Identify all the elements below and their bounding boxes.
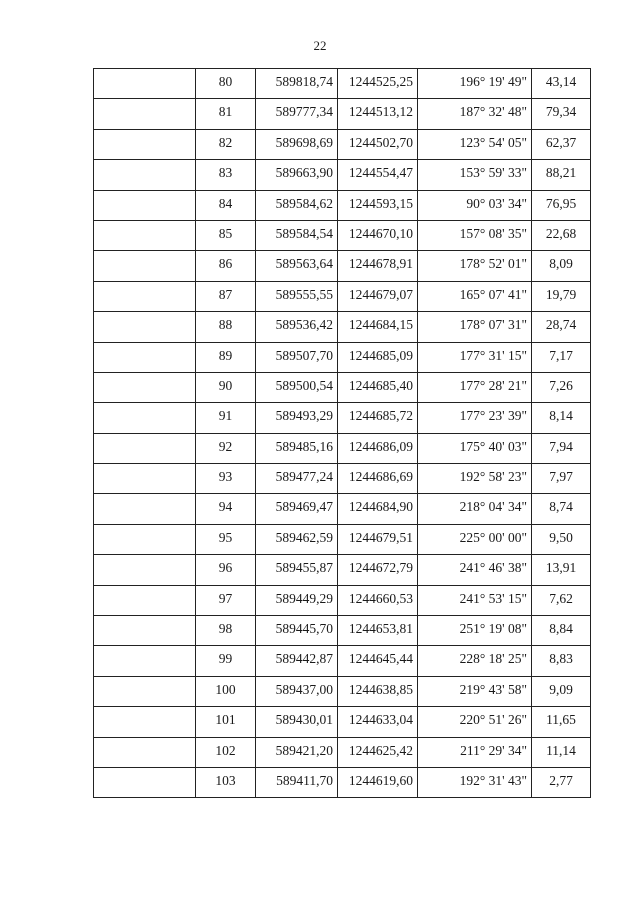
direction-angle-cell: 178° 52' 01" [418, 251, 532, 281]
point-number-cell: 88 [196, 312, 256, 342]
direction-angle-cell: 177° 23' 39" [418, 403, 532, 433]
table-row [94, 494, 591, 524]
coordinates-table [93, 68, 591, 798]
point-number-cell: 86 [196, 251, 256, 281]
y-coordinate-cell: 1244685,72 [338, 403, 418, 433]
blank-cell [94, 372, 196, 402]
blank-cell [94, 69, 196, 99]
y-coordinate-cell: 1244686,69 [338, 464, 418, 494]
direction-angle-cell: 123° 54' 05" [418, 129, 532, 159]
y-coordinate-cell: 1244513,12 [338, 99, 418, 129]
blank-cell [94, 737, 196, 767]
x-coordinate-cell: 589449,29 [256, 585, 338, 615]
y-coordinate-cell: 1244672,79 [338, 555, 418, 585]
blank-cell [94, 220, 196, 250]
point-number-cell: 96 [196, 555, 256, 585]
direction-angle-cell: 178° 07' 31" [418, 312, 532, 342]
blank-cell [94, 707, 196, 737]
length-cell: 8,14 [532, 403, 591, 433]
table-row [94, 676, 591, 706]
y-coordinate-cell: 1244625,42 [338, 737, 418, 767]
blank-cell [94, 281, 196, 311]
y-coordinate-cell: 1244684,15 [338, 312, 418, 342]
x-coordinate-cell: 589455,87 [256, 555, 338, 585]
y-coordinate-cell: 1244679,51 [338, 524, 418, 554]
table-row [94, 251, 591, 281]
table-row [94, 281, 591, 311]
x-coordinate-cell: 589430,01 [256, 707, 338, 737]
point-number-cell: 85 [196, 220, 256, 250]
blank-cell [94, 433, 196, 463]
direction-angle-cell: 196° 19' 49" [418, 69, 532, 99]
length-cell: 8,84 [532, 616, 591, 646]
direction-angle-cell: 187° 32' 48" [418, 99, 532, 129]
length-cell: 19,79 [532, 281, 591, 311]
direction-angle-cell: 225° 00' 00" [418, 524, 532, 554]
blank-cell [94, 160, 196, 190]
point-number-cell: 99 [196, 646, 256, 676]
table-row [94, 99, 591, 129]
direction-angle-cell: 228° 18' 25" [418, 646, 532, 676]
length-cell: 7,26 [532, 372, 591, 402]
table-row [94, 160, 591, 190]
coordinates-table-body [94, 69, 591, 798]
direction-angle-cell: 251° 19' 08" [418, 616, 532, 646]
point-number-cell: 101 [196, 707, 256, 737]
length-cell: 7,94 [532, 433, 591, 463]
blank-cell [94, 585, 196, 615]
x-coordinate-cell: 589493,29 [256, 403, 338, 433]
point-number-cell: 98 [196, 616, 256, 646]
point-number-cell: 81 [196, 99, 256, 129]
point-number-cell: 95 [196, 524, 256, 554]
page-number: 22 [313, 38, 327, 53]
direction-angle-cell: 177° 31' 15" [418, 342, 532, 372]
direction-angle-cell: 211° 29' 34" [418, 737, 532, 767]
point-number-cell: 103 [196, 767, 256, 797]
y-coordinate-cell: 1244678,91 [338, 251, 418, 281]
direction-angle-cell: 165° 07' 41" [418, 281, 532, 311]
length-cell: 7,17 [532, 342, 591, 372]
table-row [94, 190, 591, 220]
point-number-cell: 89 [196, 342, 256, 372]
point-number-cell: 97 [196, 585, 256, 615]
point-number-cell: 90 [196, 372, 256, 402]
length-cell: 8,74 [532, 494, 591, 524]
direction-angle-cell: 241° 53' 15" [418, 585, 532, 615]
x-coordinate-cell: 589584,62 [256, 190, 338, 220]
length-cell: 9,50 [532, 524, 591, 554]
x-coordinate-cell: 589584,54 [256, 220, 338, 250]
x-coordinate-cell: 589698,69 [256, 129, 338, 159]
x-coordinate-cell: 589445,70 [256, 616, 338, 646]
blank-cell [94, 129, 196, 159]
point-number-cell: 100 [196, 676, 256, 706]
length-cell: 13,91 [532, 555, 591, 585]
length-cell: 9,09 [532, 676, 591, 706]
length-cell: 88,21 [532, 160, 591, 190]
y-coordinate-cell: 1244593,15 [338, 190, 418, 220]
table-row [94, 585, 591, 615]
y-coordinate-cell: 1244660,53 [338, 585, 418, 615]
direction-angle-cell: 175° 40' 03" [418, 433, 532, 463]
point-number-cell: 87 [196, 281, 256, 311]
length-cell: 22,68 [532, 220, 591, 250]
blank-cell [94, 616, 196, 646]
point-number-cell: 84 [196, 190, 256, 220]
blank-cell [94, 251, 196, 281]
length-cell: 11,65 [532, 707, 591, 737]
table-row [94, 403, 591, 433]
y-coordinate-cell: 1244684,90 [338, 494, 418, 524]
x-coordinate-cell: 589469,47 [256, 494, 338, 524]
direction-angle-cell: 192° 58' 23" [418, 464, 532, 494]
y-coordinate-cell: 1244502,70 [338, 129, 418, 159]
table-row [94, 433, 591, 463]
x-coordinate-cell: 589777,34 [256, 99, 338, 129]
x-coordinate-cell: 589500,54 [256, 372, 338, 402]
table-row [94, 129, 591, 159]
direction-angle-cell: 192° 31' 43" [418, 767, 532, 797]
y-coordinate-cell: 1244670,10 [338, 220, 418, 250]
x-coordinate-cell: 589555,55 [256, 281, 338, 311]
length-cell: 28,74 [532, 312, 591, 342]
direction-angle-cell: 157° 08' 35" [418, 220, 532, 250]
blank-cell [94, 676, 196, 706]
length-cell: 43,14 [532, 69, 591, 99]
y-coordinate-cell: 1244686,09 [338, 433, 418, 463]
blank-cell [94, 403, 196, 433]
length-cell: 7,97 [532, 464, 591, 494]
y-coordinate-cell: 1244633,04 [338, 707, 418, 737]
length-cell: 8,83 [532, 646, 591, 676]
length-cell: 11,14 [532, 737, 591, 767]
direction-angle-cell: 219° 43' 58" [418, 676, 532, 706]
length-cell: 79,34 [532, 99, 591, 129]
table-row [94, 737, 591, 767]
blank-cell [94, 767, 196, 797]
y-coordinate-cell: 1244619,60 [338, 767, 418, 797]
y-coordinate-cell: 1244679,07 [338, 281, 418, 311]
table-row [94, 312, 591, 342]
direction-angle-cell: 241° 46' 38" [418, 555, 532, 585]
length-cell: 76,95 [532, 190, 591, 220]
table-row [94, 464, 591, 494]
y-coordinate-cell: 1244653,81 [338, 616, 418, 646]
x-coordinate-cell: 589462,59 [256, 524, 338, 554]
point-number-cell: 94 [196, 494, 256, 524]
x-coordinate-cell: 589507,70 [256, 342, 338, 372]
x-coordinate-cell: 589477,24 [256, 464, 338, 494]
y-coordinate-cell: 1244685,09 [338, 342, 418, 372]
blank-cell [94, 464, 196, 494]
table-row [94, 372, 591, 402]
table-row [94, 555, 591, 585]
x-coordinate-cell: 589421,20 [256, 737, 338, 767]
table-row [94, 616, 591, 646]
blank-cell [94, 524, 196, 554]
y-coordinate-cell: 1244554,47 [338, 160, 418, 190]
blank-cell [94, 190, 196, 220]
blank-cell [94, 646, 196, 676]
point-number-cell: 83 [196, 160, 256, 190]
direction-angle-cell: 220° 51' 26" [418, 707, 532, 737]
point-number-cell: 102 [196, 737, 256, 767]
length-cell: 62,37 [532, 129, 591, 159]
length-cell: 8,09 [532, 251, 591, 281]
length-cell: 2,77 [532, 767, 591, 797]
point-number-cell: 82 [196, 129, 256, 159]
direction-angle-cell: 218° 04' 34" [418, 494, 532, 524]
blank-cell [94, 342, 196, 372]
x-coordinate-cell: 589411,70 [256, 767, 338, 797]
blank-cell [94, 99, 196, 129]
direction-angle-cell: 90° 03' 34" [418, 190, 532, 220]
x-coordinate-cell: 589442,87 [256, 646, 338, 676]
blank-cell [94, 555, 196, 585]
y-coordinate-cell: 1244638,85 [338, 676, 418, 706]
direction-angle-cell: 153° 59' 33" [418, 160, 532, 190]
length-cell: 7,62 [532, 585, 591, 615]
x-coordinate-cell: 589663,90 [256, 160, 338, 190]
blank-cell [94, 494, 196, 524]
table-row [94, 707, 591, 737]
table-row [94, 220, 591, 250]
blank-cell [94, 312, 196, 342]
x-coordinate-cell: 589818,74 [256, 69, 338, 99]
x-coordinate-cell: 589563,64 [256, 251, 338, 281]
point-number-cell: 93 [196, 464, 256, 494]
point-number-cell: 91 [196, 403, 256, 433]
y-coordinate-cell: 1244685,40 [338, 372, 418, 402]
table-row [94, 767, 591, 797]
x-coordinate-cell: 589437,00 [256, 676, 338, 706]
table-row [94, 524, 591, 554]
table-row [94, 342, 591, 372]
x-coordinate-cell: 589536,42 [256, 312, 338, 342]
point-number-cell: 92 [196, 433, 256, 463]
point-number-cell: 80 [196, 69, 256, 99]
table-row [94, 646, 591, 676]
y-coordinate-cell: 1244645,44 [338, 646, 418, 676]
direction-angle-cell: 177° 28' 21" [418, 372, 532, 402]
y-coordinate-cell: 1244525,25 [338, 69, 418, 99]
table-row [94, 69, 591, 99]
x-coordinate-cell: 589485,16 [256, 433, 338, 463]
